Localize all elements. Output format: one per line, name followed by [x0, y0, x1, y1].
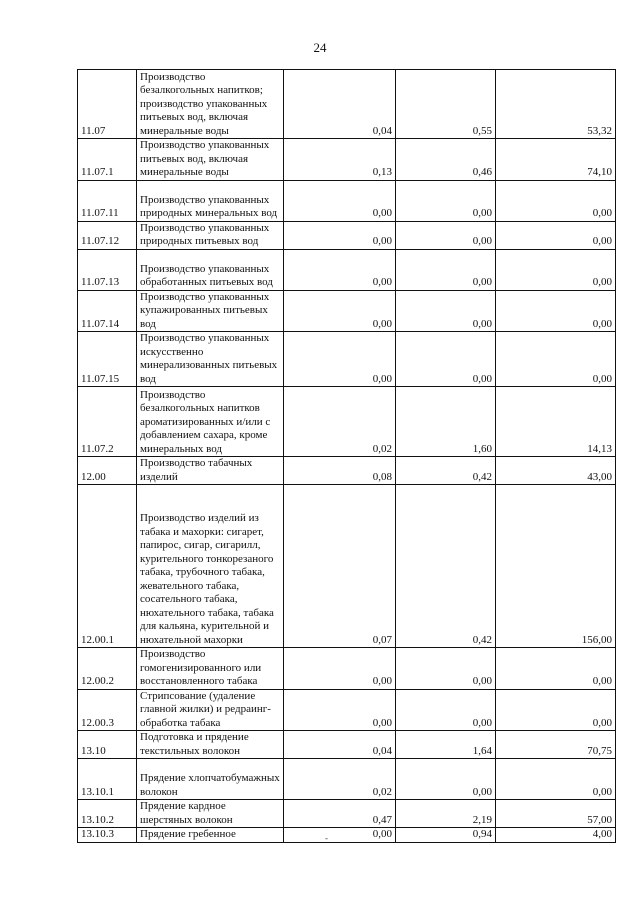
row-value-2: 0,94 — [396, 828, 496, 843]
row-code: 12.00.3 — [78, 689, 137, 731]
row-name: Производство гомогенизированного или восстановленного табака — [137, 648, 284, 690]
row-value-3: 4,00 — [496, 828, 616, 843]
row-value-1: 0,00 — [284, 689, 396, 731]
row-code: 11.07.15 — [78, 332, 137, 387]
table-row — [78, 290, 616, 332]
row-value-3: 0,00 — [496, 180, 616, 221]
row-value-2: 0,00 — [396, 689, 496, 731]
data-table — [77, 69, 616, 843]
row-value-1: 0,00 — [284, 180, 396, 221]
page-number: 24 — [313, 40, 327, 55]
row-value-2: 2,19 — [396, 800, 496, 828]
row-name: Производство упакованных обработанных питьевых вод — [137, 249, 284, 290]
row-value-3: 0,00 — [496, 249, 616, 290]
row-value-2: 0,55 — [396, 70, 496, 139]
row-name: Производство изделий из табака и махорки: сигарет, папирос, сигар, сигарилл, курительного тонкорезаного табака, трубочного табака, жевательного табака, сосательного табака, нюхательного табака, табака для кальяна, курительной и нюхательной махорки — [137, 485, 284, 648]
row-value-3: 156,00 — [496, 485, 616, 648]
row-value-2: 0,00 — [396, 221, 496, 249]
table-row — [78, 70, 616, 139]
row-value-3: 74,10 — [496, 139, 616, 181]
row-value-2: 1,64 — [396, 731, 496, 759]
row-value-1: 0,02 — [284, 387, 396, 457]
table-row — [78, 249, 616, 290]
row-code: 13.10.3 — [78, 828, 137, 843]
row-value-3: 0,00 — [496, 689, 616, 731]
row-value-3: 70,75 — [496, 731, 616, 759]
table-row — [78, 800, 616, 828]
row-value-1: 0,04 — [284, 731, 396, 759]
table-row — [78, 139, 616, 181]
row-name: Производство упакованных купажированных питьевых вод — [137, 290, 284, 332]
row-value-1: 0,00 — [284, 332, 396, 387]
row-value-2: 0,46 — [396, 139, 496, 181]
row-code: 11.07.1 — [78, 139, 137, 181]
table-row — [78, 648, 616, 690]
row-value-2: 0,00 — [396, 249, 496, 290]
row-value-1: 0,00 — [284, 648, 396, 690]
row-name: Производство безалкогольных напитков ароматизированных и/или с добавлением сахара, кроме минеральных вод — [137, 387, 284, 457]
row-code: 11.07.13 — [78, 249, 137, 290]
row-value-1: 0,00 — [284, 828, 396, 843]
row-value-1: 0,13 — [284, 139, 396, 181]
row-value-2: 0,00 — [396, 332, 496, 387]
row-code: 12.00 — [78, 457, 137, 485]
row-value-3: 57,00 — [496, 800, 616, 828]
row-value-3: 0,00 — [496, 648, 616, 690]
row-code: 11.07.11 — [78, 180, 137, 221]
row-code: 11.07.14 — [78, 290, 137, 332]
row-value-2: 0,00 — [396, 648, 496, 690]
row-value-3: 53,32 — [496, 70, 616, 139]
row-code: 13.10.2 — [78, 800, 137, 828]
table-row — [78, 180, 616, 221]
row-name: Прядение гребенное — [137, 828, 284, 843]
row-value-1: 0,08 — [284, 457, 396, 485]
table-row — [78, 731, 616, 759]
table-row — [78, 387, 616, 457]
row-value-3: 14,13 — [496, 387, 616, 457]
table-row — [78, 485, 616, 648]
table-body — [78, 70, 616, 843]
row-value-3: 43,00 — [496, 457, 616, 485]
row-code: 13.10 — [78, 731, 137, 759]
row-code: 11.07 — [78, 70, 137, 139]
row-value-2: 0,00 — [396, 180, 496, 221]
table-row — [78, 689, 616, 731]
row-code: 11.07.2 — [78, 387, 137, 457]
row-value-3: 0,00 — [496, 290, 616, 332]
row-value-2: 0,42 — [396, 457, 496, 485]
row-code: 12.00.2 — [78, 648, 137, 690]
row-name: Подготовка и прядение текстильных волокон — [137, 731, 284, 759]
row-name: Производство табачных изделий — [137, 457, 284, 485]
row-name: Производство упакованных природных питьевых вод — [137, 221, 284, 249]
row-value-1: 0,47 — [284, 800, 396, 828]
table-row — [78, 221, 616, 249]
row-value-3: 0,00 — [496, 759, 616, 800]
row-value-1: 0,00 — [284, 249, 396, 290]
row-name: Стрипсование (удаление главной жилки) и редраинг-обработка табака — [137, 689, 284, 731]
row-name: Прядение кардное шерстяных волокон — [137, 800, 284, 828]
row-code: 12.00.1 — [78, 485, 137, 648]
row-name: Производство упакованных питьевых вод, включая минеральные воды — [137, 139, 284, 181]
stray-mark: - — [325, 833, 328, 843]
row-value-2: 0,00 — [396, 759, 496, 800]
row-value-2: 0,00 — [396, 290, 496, 332]
row-code: 11.07.12 — [78, 221, 137, 249]
row-name: Прядение хлопчатобумажных волокон — [137, 759, 284, 800]
row-value-1: 0,00 — [284, 221, 396, 249]
row-name: Производство упакованных природных минеральных вод — [137, 180, 284, 221]
table-row — [78, 332, 616, 387]
row-value-3: 0,00 — [496, 332, 616, 387]
row-value-3: 0,00 — [496, 221, 616, 249]
row-value-1: 0,02 — [284, 759, 396, 800]
row-value-1: 0,04 — [284, 70, 396, 139]
row-value-2: 1,60 — [396, 387, 496, 457]
table-row — [78, 828, 616, 843]
table-row — [78, 457, 616, 485]
table-row — [78, 759, 616, 800]
row-code: 13.10.1 — [78, 759, 137, 800]
row-name: Производство упакованных искусственно минерализованных питьевых вод — [137, 332, 284, 387]
row-value-2: 0,42 — [396, 485, 496, 648]
row-value-1: 0,07 — [284, 485, 396, 648]
row-value-1: 0,00 — [284, 290, 396, 332]
row-name: Производство безалкогольных напитков; производство упакованных питьевых вод, включая минеральные воды — [137, 70, 284, 139]
